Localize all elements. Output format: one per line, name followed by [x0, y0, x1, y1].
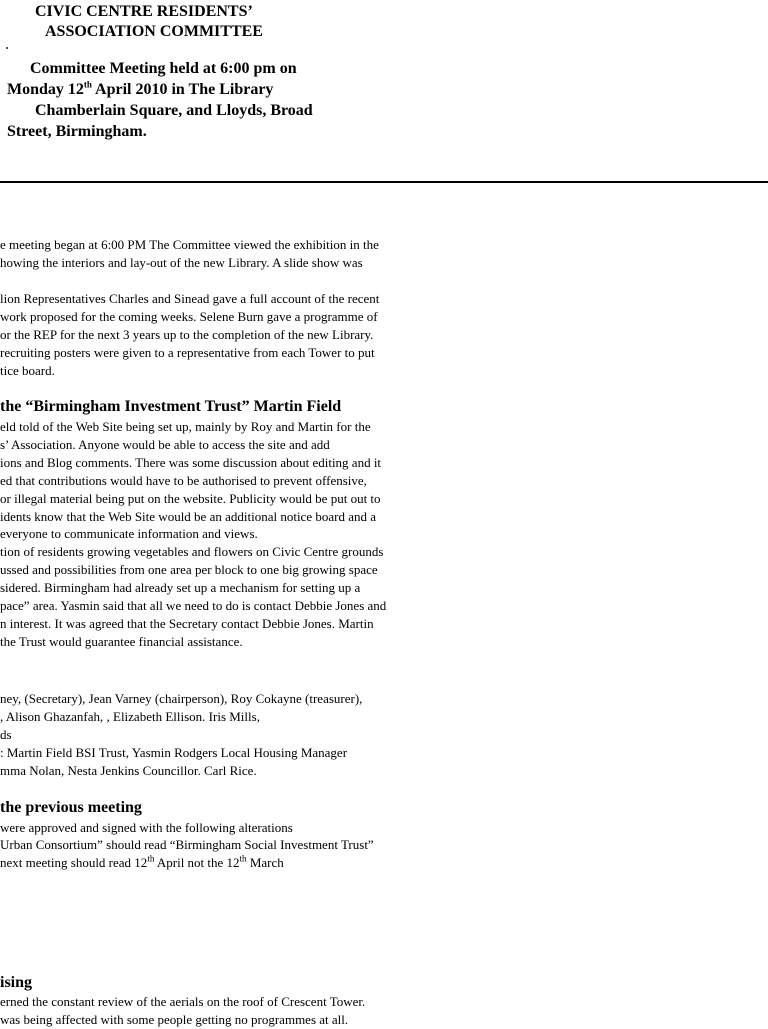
trust-line: ed that contributions would have to be authorised to prevent offensive, — [0, 473, 367, 488]
header-divider — [0, 181, 768, 183]
trust-line: the Trust would guarantee financial assistance. — [0, 634, 243, 649]
minutes-line3: next meeting should read 12th April not the 12th March — [0, 853, 284, 870]
trust-line: tion of residents growing vegetables and flowers on Civic Centre grounds — [0, 544, 384, 559]
org-name-line1: CIVIC CENTRE RESIDENTS’ — [35, 3, 253, 20]
attendance-line: ds — [0, 727, 12, 742]
section-minutes-heading: the previous meeting — [0, 799, 142, 816]
attendance-line: mma Nolan, Nesta Jenkins Councillor. Carl Rice. — [0, 763, 257, 778]
attendance-line: , Alison Ghazanfah, , Elizabeth Ellison. Iris Mills, — [0, 709, 260, 724]
trust-line: ions and Blog comments. There was some discussion about editing and it — [0, 455, 382, 470]
para2-line1: lion Representatives Charles and Sinead gave a full account of the recent — [0, 291, 380, 306]
para2-line2: work proposed for the coming weeks. Selene Burn gave a programme of — [0, 309, 378, 324]
para1-line2: howing the interiors and lay-out of the new Library. A slide show was — [0, 255, 363, 270]
minutes-line1: were approved and signed with the following alterations — [0, 820, 293, 835]
meeting-line4: Street, Birmingham. — [7, 123, 147, 140]
section-trust-heading: the “Birmingham Investment Trust” Martin Field — [0, 398, 342, 415]
trust-line: everyone to communicate information and views. — [0, 526, 258, 541]
meeting-line1: Committee Meeting held at 6:00 pm on — [30, 60, 297, 77]
para1-line1: e meeting began at 6:00 PM The Committee viewed the exhibition in the — [0, 237, 379, 252]
minutes-line2: Urban Consortium” should read “Birmingham Social Investment Trust” — [0, 837, 374, 852]
trust-line: or illegal material being put on the website. Publicity would be put out to — [0, 491, 381, 506]
trust-line: n interest. It was agreed that the Secretary contact Debbie Jones. Martin — [0, 616, 374, 631]
trust-line: pace” area. Yasmin said that all we need to do is contact Debbie Jones and — [0, 598, 387, 613]
attendance-line: ney, (Secretary), Jean Varney (chairperson), Roy Cokayne (treasurer), — [0, 691, 363, 706]
meeting-line3: Chamberlain Square, and Lloyds, Broad — [35, 102, 313, 119]
section-raising-heading: ising — [0, 974, 33, 991]
speck — [6, 47, 8, 49]
raising-line2: was being affected with some people getting no programmes at all. — [0, 1012, 349, 1027]
raising-line1: erned the constant review of the aerials on the roof of Crescent Tower. — [0, 994, 366, 1009]
para2-line4: recruiting posters were given to a representative from each Tower to put — [0, 345, 375, 360]
trust-line: s’ Association. Anyone would be able to access the site and add — [0, 437, 330, 452]
para2-line5: tice board. — [0, 363, 55, 378]
trust-line: eld told of the Web Site being set up, mainly by Roy and Martin for the — [0, 419, 371, 434]
attendance-line: : Martin Field BSI Trust, Yasmin Rodgers Local Housing Manager — [0, 745, 348, 760]
trust-line: sidered. Birmingham had already set up a mechanism for setting up a — [0, 580, 361, 595]
meeting-line2: Monday 12th April 2010 in The Library — [7, 79, 274, 98]
para2-line3: or the REP for the next 3 years up to the completion of the new Library. — [0, 327, 374, 342]
org-name-line2: ASSOCIATION COMMITTEE — [45, 23, 263, 40]
trust-line: idents know that the Web Site would be an additional notice board and a — [0, 509, 376, 524]
trust-line: ussed and possibilities from one area per block to one big growing space — [0, 562, 378, 577]
